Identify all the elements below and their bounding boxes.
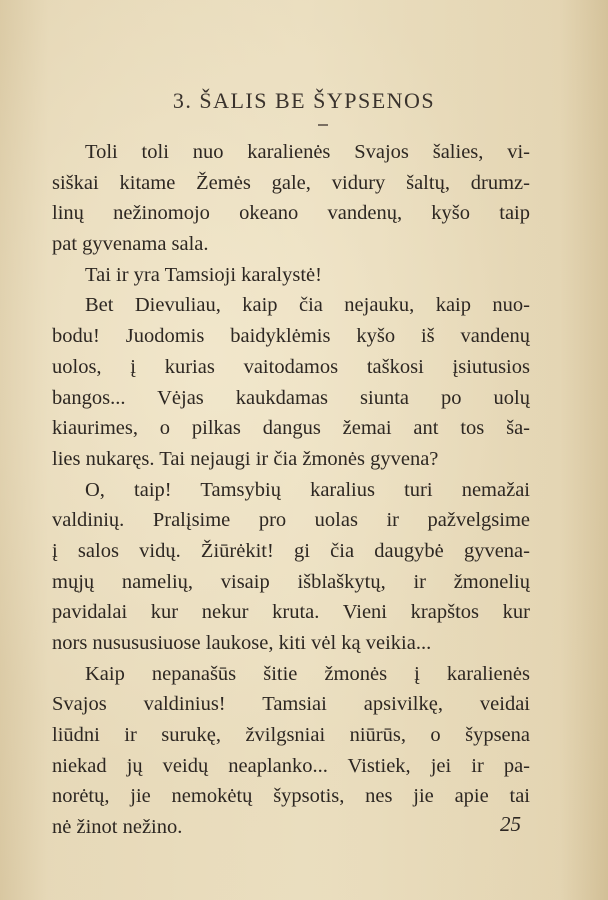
text-line: lies nukaręs. Tai nejaugi ir čia žmonės gyvena? [52,447,439,470]
text-line: liūdni ir surukę, žvilgsniai niūrūs, o šypsena [52,724,530,747]
text-line: į salos vidų. Žiūrėkit! gi čia daugybė gyvena- [52,539,530,562]
text-line: Tai ir yra Tamsioji karalystė! [85,263,322,286]
text-line: nė žinot nežino. [52,816,183,839]
text-line: uolos, į kurias vaitodamos taškosi įsiutusios [52,355,530,378]
text-line: Svajos valdinius! Tamsiai apsivilkę, veidai [52,693,530,716]
page-number: 25 [500,812,521,836]
text-line: Kaip nepanašūs šitie žmonės į karalienės [85,662,530,685]
text-line: bodu! Juodomis baidyklėmis kyšo iš vandenų [52,325,530,348]
text-line: Bet Dievuliau, kaip čia nejauku, kaip nuo- [85,294,530,317]
text-line: linų nežinomojo okeano vandenų, kyšo taip [52,202,530,225]
text-line: nors nusususiuose laukose, kiti vėl ką veikia... [52,632,432,654]
text-line: O, taip! Tamsybių karalius turi nemažai [85,478,530,501]
text-line: Toli toli nuo karalienės Svajos šalies, vi- [85,141,530,163]
heading-ornament-dash [318,124,328,126]
chapter-heading: 3. ŠALIS BE ŠYPSENOS [172,88,436,113]
text-line: mųjų namelių, visaip išblaškytų, ir žmonelių [52,570,530,593]
text-line: valdinių. Pralįsime pro uolas ir pažvelgsime [52,509,530,532]
text-line: bangos... Vėjas kaukdamas siunta po uolų [52,386,530,409]
text-line: siškai kitame Žemės gale, vidury šaltų, drumz- [52,171,530,194]
text-line: niekad jų veidų neaplanko... Vistiek, jei ir pa- [52,754,530,777]
text-line: pat gyvenama sala. [52,233,209,256]
text-line: kiaurimes, o pilkas dangus žemai ant tos ša- [52,417,530,440]
text-line: pavidalai kur nekur kruta. Vieni krapštos kur [52,601,530,624]
text-line: norėtų, jie nemokėtų šypsotis, nes jie apie tai [52,785,530,808]
body-text [52,137,530,843]
